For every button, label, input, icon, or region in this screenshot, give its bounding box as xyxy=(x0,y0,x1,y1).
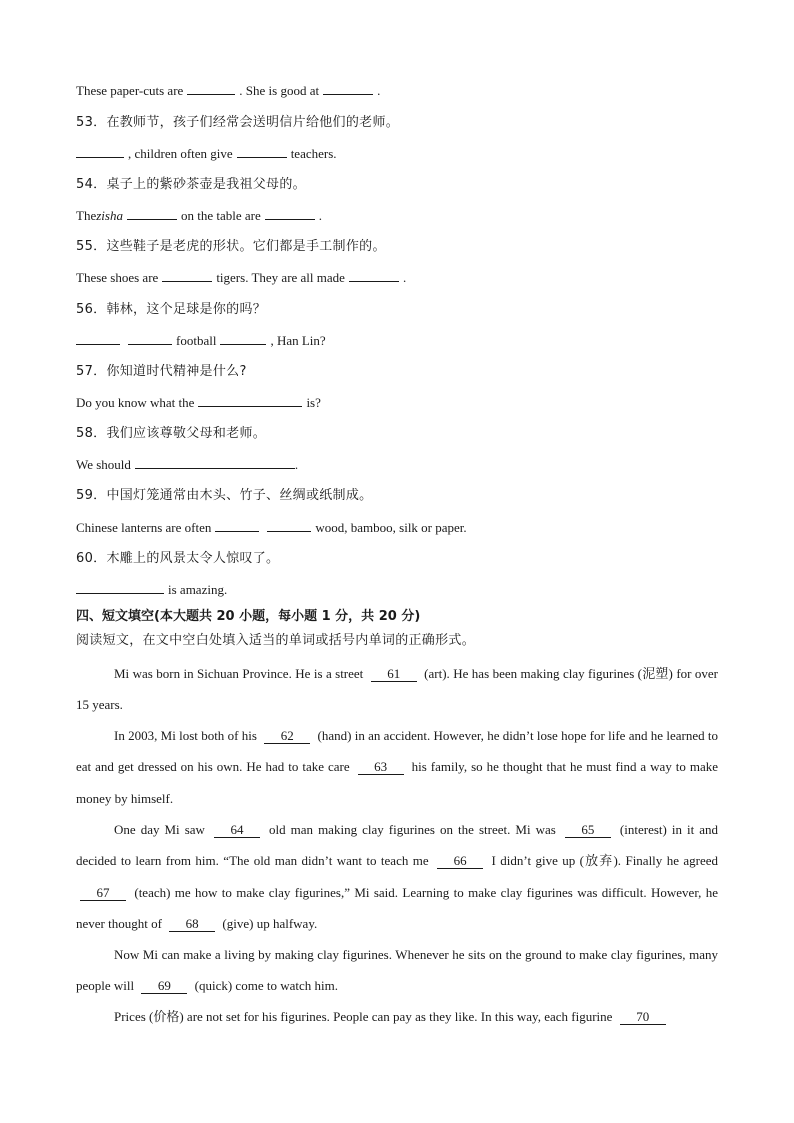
q52-text-1: These paper-cuts are xyxy=(76,83,184,98)
gap-63[interactable]: 63 xyxy=(358,760,404,775)
q58-text-2: . xyxy=(294,457,299,472)
q56-text-1: football xyxy=(176,333,217,348)
q55-answer-line xyxy=(76,269,406,287)
answer-blank[interactable] xyxy=(323,82,373,95)
q57-text-2: is? xyxy=(306,395,321,410)
gap-65[interactable]: 65 xyxy=(565,823,611,838)
q54-text-2: on the table are xyxy=(180,208,261,223)
q59-text-2: wood, bamboo, silk or paper. xyxy=(315,520,467,535)
q53-text-1: , children often give xyxy=(128,146,233,161)
passage-paragraph-1: Mi was born in Sichuan Province. He is a street 61 (art). He has been making clay figurines (泥塑) for over 15 years. xyxy=(76,666,719,713)
q59-answer-line xyxy=(76,519,467,537)
q54-prompt: 54．桌子上的紫砂茶壶是我祖父母的。 xyxy=(76,177,306,192)
answer-blank[interactable] xyxy=(135,456,295,469)
q54-italic-word: zisha xyxy=(96,208,123,223)
q55-prompt: 55．这些鞋子是老虎的形状。它们都是手工制作的。 xyxy=(76,239,386,254)
q54-answer-line xyxy=(76,207,322,225)
answer-blank[interactable] xyxy=(349,269,399,282)
section-instruction: 阅读短文，在文中空白处填入适当的单词或括号内单词的正确形式。 xyxy=(76,633,476,648)
q57-prompt: 57．你知道时代精神是什么? xyxy=(76,364,247,379)
q56-answer-line xyxy=(76,332,326,350)
gap-62[interactable]: 62 xyxy=(264,729,310,744)
q60-text-1: is amazing. xyxy=(168,582,228,597)
answer-blank[interactable] xyxy=(76,581,164,594)
answer-blank[interactable] xyxy=(76,332,120,345)
q55-text-1: These shoes are xyxy=(76,270,159,285)
answer-blank[interactable] xyxy=(220,332,266,345)
q52-text-2: . She is good at xyxy=(239,83,320,98)
q53-text-2: teachers. xyxy=(290,146,337,161)
q55-text-3: . xyxy=(402,270,407,285)
gap-70[interactable]: 70 xyxy=(620,1010,666,1025)
passage-paragraph-4: Now Mi can make a living by making clay figurines. Whenever he sits on the ground to make clay figurines, many people will 69 (quick) come to watch him. xyxy=(76,947,718,994)
q59-text-1: Chinese lanterns are often xyxy=(76,520,212,535)
q57-answer-line xyxy=(76,394,321,412)
q58-answer-line xyxy=(76,456,298,474)
answer-blank[interactable] xyxy=(127,207,177,220)
section-title: 四、短文填空(本大题共 20 小题，每小题 1 分，共 20 分) xyxy=(76,609,421,624)
answer-blank[interactable] xyxy=(215,519,259,532)
answer-blank[interactable] xyxy=(265,207,315,220)
answer-blank[interactable] xyxy=(76,145,124,158)
gap-61[interactable]: 61 xyxy=(371,667,417,682)
q60-prompt: 60．木雕上的风景太令人惊叹了。 xyxy=(76,551,280,566)
gap-69[interactable]: 69 xyxy=(141,979,187,994)
answer-blank[interactable] xyxy=(162,269,212,282)
passage-paragraph-5: Prices (价格) are not set for his figurines. People can pay as they like. In this way, each figurine 70 xyxy=(76,1001,718,1032)
q54-text-3: . xyxy=(318,208,322,223)
q52-answer-line xyxy=(76,82,380,100)
gap-68[interactable]: 68 xyxy=(169,917,215,932)
q56-prompt: 56．韩林，这个足球是你的吗？ xyxy=(76,302,267,317)
q53-prompt: 53．在教师节，孩子们经常会送明信片给他们的老师。 xyxy=(76,115,400,130)
q59-prompt: 59．中国灯笼通常由木头、竹子、丝绸或纸制成。 xyxy=(76,488,373,503)
q55-text-2: tigers. They are all made xyxy=(216,270,345,285)
gap-67[interactable]: 67 xyxy=(80,886,126,901)
passage-paragraph-3: One day Mi saw 64 old man making clay figurines on the street. Mi was 65 (interest) in it and decided to learn from him. “The old man didn’t want to teach me 66 I didn’t give up (放弃). Finally he agreed 67 (teach) me how to make clay figurines,” Mi said. Learning to make clay figurines was difficult. However, he never thought of 68 (give) up halfway. xyxy=(76,822,719,931)
gap-64[interactable]: 64 xyxy=(214,823,260,838)
q52-text-3: . xyxy=(377,83,381,98)
q57-text-1: Do you know what the xyxy=(76,395,195,410)
q58-prompt: 58．我们应该尊敬父母和老师。 xyxy=(76,426,267,441)
gap-66[interactable]: 66 xyxy=(437,854,483,869)
passage-paragraph-2: In 2003, Mi lost both of his 62 (hand) in an accident. However, he didn’t lose hope for life and he learned to eat and get dressed on his own. He had to take care 63 his family, so he thought that he must find a way to make money by himself. xyxy=(76,728,719,806)
answer-blank[interactable] xyxy=(187,82,235,95)
q54-text-1: The xyxy=(76,208,97,223)
q58-text-1: We should xyxy=(76,457,131,472)
answer-blank[interactable] xyxy=(267,519,311,532)
q53-answer-line xyxy=(76,145,337,163)
q56-text-2: , Han Lin? xyxy=(270,333,326,348)
answer-blank[interactable] xyxy=(198,394,302,407)
answer-blank[interactable] xyxy=(237,145,287,158)
answer-blank[interactable] xyxy=(128,332,172,345)
q60-answer-line xyxy=(76,581,227,599)
